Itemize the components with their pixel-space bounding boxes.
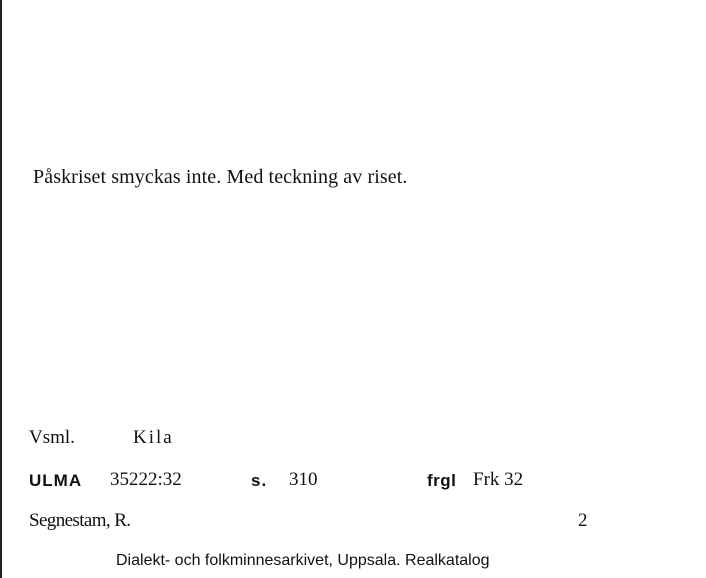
parish-label: Kila <box>133 427 174 448</box>
questionnaire-label: frgl <box>427 471 457 490</box>
questionnaire-value: Frk 32 <box>473 469 524 490</box>
collector-name: Segnestam, R. <box>29 510 131 531</box>
archive-label: ULMA <box>29 471 83 490</box>
region-label: Vsml. <box>29 427 75 448</box>
card-left-edge <box>0 0 2 578</box>
card-number: 2 <box>578 510 588 531</box>
archive-number: 35222:32 <box>110 469 182 490</box>
page-number: 310 <box>289 469 318 490</box>
page-label: s. <box>251 471 268 490</box>
archive-footer: Dialekt- och folkminnesarkivet, Uppsala. Realkatalog <box>116 552 490 569</box>
card-description: Påskriset smyckas inte. Med teckning av riset. <box>33 166 408 188</box>
